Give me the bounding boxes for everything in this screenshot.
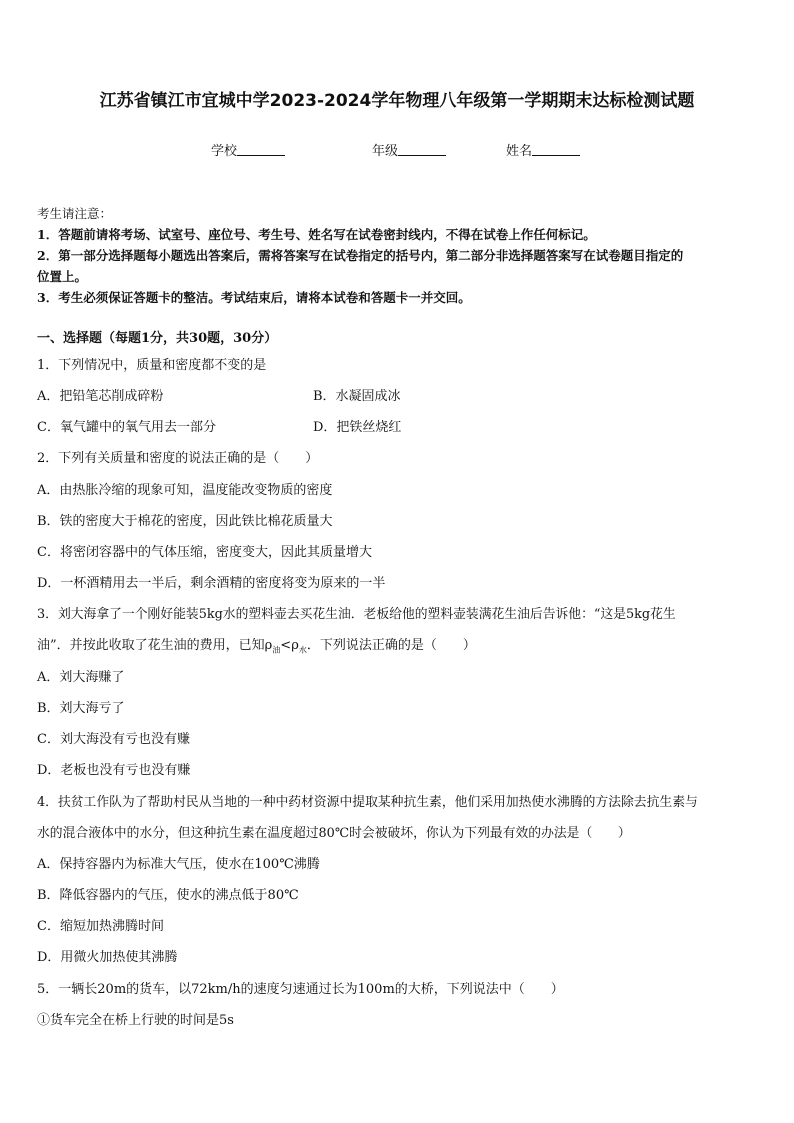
page-title: 江苏省镇江市宜城中学2023-2024学年物理八年级第一学期期末达标检测试题 — [99, 91, 695, 111]
q1-stem: 1．下列情况中，质量和密度都不变的是 — [37, 358, 267, 373]
q4-option-a: A．保持容器内为标准大气压，使水在100℃沸腾 — [37, 857, 320, 872]
notice-block — [37, 203, 759, 308]
notice-item: 3．考生必须保证答题卡的整洁。考试结束后，请将本试卷和答题卡一并交回。 — [37, 290, 471, 305]
section-title: 一、选择题（每题1分，共30题，30分） — [37, 331, 278, 346]
q1-option-b: B．水凝固成冰 — [313, 389, 401, 404]
q2-option-c: C．将密闭容器中的气体压缩，密度变大，因此其质量增大 — [37, 545, 372, 560]
q2-option-d: D．一杯酒精用去一半后，剩余酒精的密度将变为原来的一半 — [37, 576, 386, 591]
school-blank — [237, 143, 285, 156]
school-field — [211, 140, 285, 159]
notice-item: 位置上。 — [37, 269, 88, 284]
q3-stem-pre: 油”．并按此收取了花生油的费用，已知ρ — [37, 638, 273, 653]
notice-item: 2．第一部分选择题每小题选出答案后，需将答案写在试卷指定的括号内，第二部分非选择题答案写在试卷题目指定的 — [37, 248, 684, 263]
q3-option-c: C．刘大海没有亏也没有赚 — [37, 732, 190, 747]
q2-option-b: B．铁的密度大于棉花的密度，因此铁比棉花质量大 — [37, 514, 333, 529]
notice-heading: 考生请注意： — [37, 206, 113, 221]
q4-stem-line1: 4．扶贫工作队为了帮助村民从当地的一种中药材资源中提取某种抗生素，他们采用加热使水沸腾的方法除去抗生素与 — [37, 795, 698, 810]
grade-label: 年级 — [372, 144, 399, 159]
q1-option-c: C．氧气罐中的氧气用去一部分 — [37, 420, 216, 435]
q3-stem-post: ．下列说法正确的是（ ） — [306, 638, 476, 653]
q3-stem-line2 — [37, 634, 476, 656]
name-blank — [532, 143, 580, 156]
q2-option-a: A．由热胀冷缩的现象可知，温度能改变物质的密度 — [37, 483, 333, 498]
q3-option-d: D．老板也没有亏也没有赚 — [37, 763, 191, 778]
school-label: 学校 — [211, 144, 238, 159]
q3-option-b: B．刘大海亏了 — [37, 701, 125, 716]
q4-stem-line2: 水的混合液体中的水分，但这种抗生素在温度超过80℃时会被破坏，你认为下列最有效的办法是（ ） — [37, 826, 631, 841]
name-field — [506, 140, 580, 159]
q3-stem-line1: 3．刘大海拿了一个刚好能装5kg水的塑料壶去买花生油．老板给他的塑料壶装满花生油后告诉他：“这是5kg花生 — [37, 607, 676, 622]
grade-field — [372, 140, 446, 159]
rho-water-sub: 水 — [298, 645, 307, 655]
notice-item: 1．答题前请将考场、试室号、座位号、考生号、姓名写在试卷密封线内，不得在试卷上作任何标记。 — [37, 227, 596, 242]
q2-stem: 2．下列有关质量和密度的说法正确的是（ ） — [37, 451, 319, 466]
q1-option-d: D．把铁丝烧红 — [313, 420, 402, 435]
grade-blank — [398, 143, 446, 156]
q4-option-d: D．用微火加热使其沸腾 — [37, 950, 178, 965]
name-label: 姓名 — [506, 144, 533, 159]
q4-option-b: B．降低容器内的气压，使水的沸点低于80℃ — [37, 888, 299, 903]
q5-stem: 5．一辆长20m的货车，以72km/h的速度匀速通过长为100m的大桥，下列说法中（ ） — [37, 982, 564, 997]
less-than-rho: <ρ — [280, 638, 299, 653]
q5-statement-1: ①货车完全在桥上行驶的时间是5s — [37, 1013, 234, 1028]
q4-option-c: C．缩短加热沸腾时间 — [37, 919, 164, 934]
rho-oil-sub: 油 — [272, 645, 281, 655]
q3-option-a: A．刘大海赚了 — [37, 670, 125, 685]
q1-option-a: A．把铅笔芯削成碎粉 — [37, 389, 164, 404]
